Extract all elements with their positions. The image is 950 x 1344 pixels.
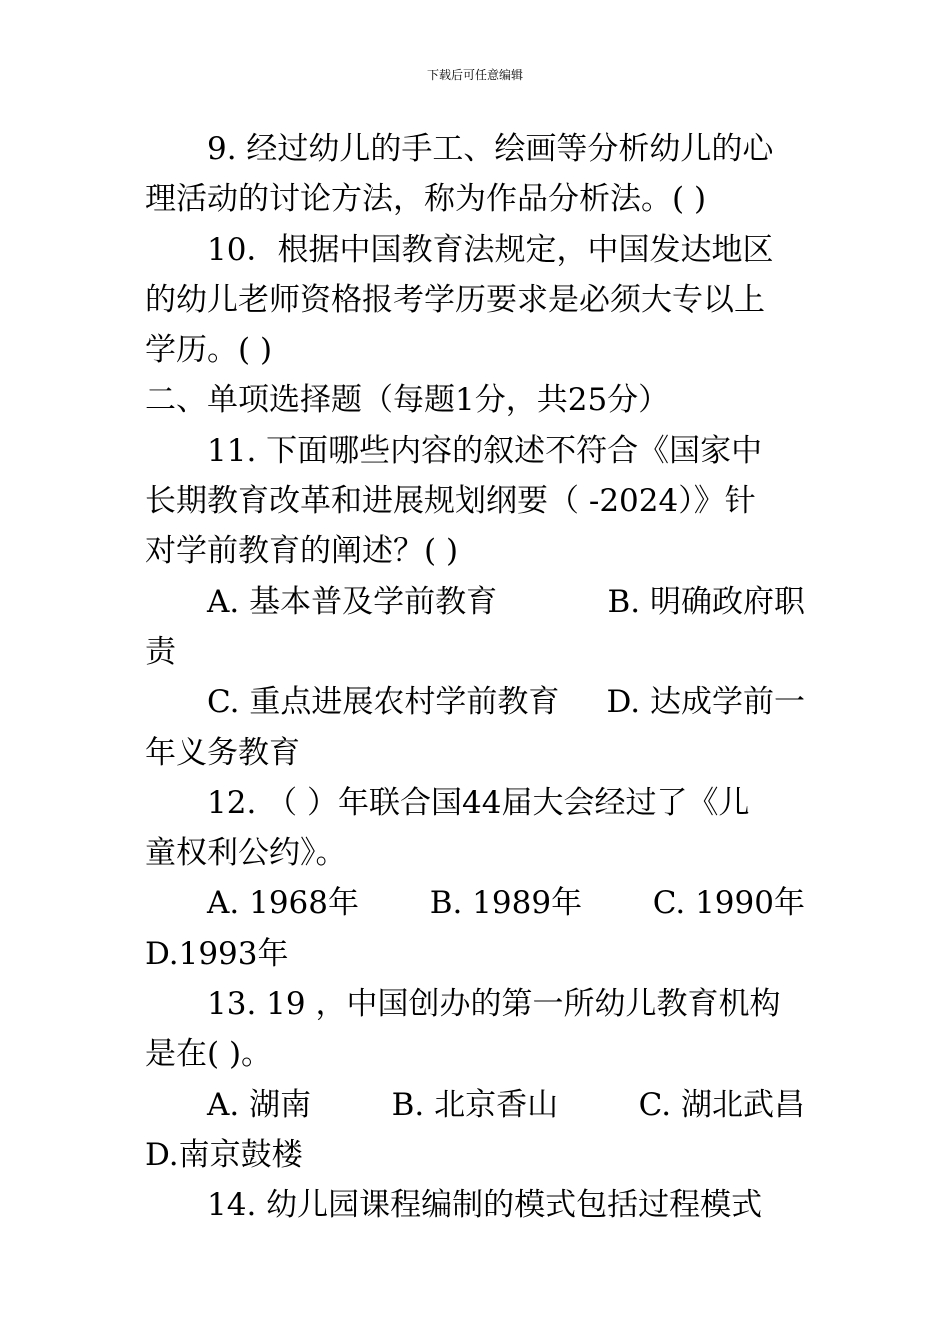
q11-line-3: 对学前教育的阐述？( )	[145, 533, 459, 570]
q9-line-1: 9. 经过幼儿的手工、绘画等分析幼儿的心	[207, 131, 774, 167]
q12-line-1: 12. （ ）年联合国44届大会经过了《儿	[207, 784, 750, 821]
q13-options-row	[145, 1080, 805, 1130]
document-body	[145, 124, 805, 1231]
q13-option-d: D.南京鼓楼	[145, 1136, 303, 1173]
q13-line-2: 是在( )。	[145, 1036, 273, 1073]
q11-option-b: B. 明确政府职	[607, 583, 805, 620]
q13-option-c: C. 湖北武昌	[638, 1086, 805, 1123]
q11-option-b-wrap: 责	[145, 633, 176, 670]
q11-line-2: 长期教育改革和进展规划纲要（ -2024）》针	[145, 483, 756, 520]
q14-line-1: 14. 幼儿园课程编制的模式包括过程模式	[207, 1187, 763, 1224]
q11-option-d-wrap: 年义务教育	[145, 734, 300, 771]
q10-line-1: 10．根据中国教育法规定，中国发达地区	[207, 231, 774, 268]
q11-option-c: C. 重点进展农村学前教育	[207, 684, 560, 721]
q12-line-2: 童权利公约》。	[145, 835, 347, 872]
q10-line-2: 的幼儿老师资格报考学历要求是必须大专以上	[145, 281, 765, 318]
q13-line-1: 13. 19 ，中国创办的第一所幼儿教育机构	[207, 986, 781, 1023]
q11-line-1: 11. 下面哪些内容的叙述不符合《国家中	[207, 432, 763, 469]
q12-options-row	[145, 878, 805, 928]
q12-option-c: C. 1990年	[652, 885, 805, 922]
q11-options-row-1	[145, 577, 805, 627]
q10-line-3: 学历。( )	[145, 332, 273, 369]
q12-option-a: A. 1968年	[207, 885, 359, 922]
q11-option-a: A. 基本普及学前教育	[207, 583, 498, 620]
q12-option-b: B. 1989年	[429, 885, 583, 922]
q12-option-d: D.1993年	[145, 935, 289, 972]
q13-option-b: B. 北京香山	[391, 1086, 559, 1123]
page-header: 下载后可任意编辑	[426, 68, 523, 82]
section-heading: 二、单项选择题（每题1分，共25分）	[145, 382, 670, 419]
q11-option-d: D. 达成学前一	[606, 684, 805, 721]
q11-options-row-2	[145, 677, 805, 727]
q9-line-2: 理活动的讨论方法，称为作品分析法。( )	[145, 181, 707, 218]
q13-option-a: A. 湖南	[207, 1086, 312, 1123]
